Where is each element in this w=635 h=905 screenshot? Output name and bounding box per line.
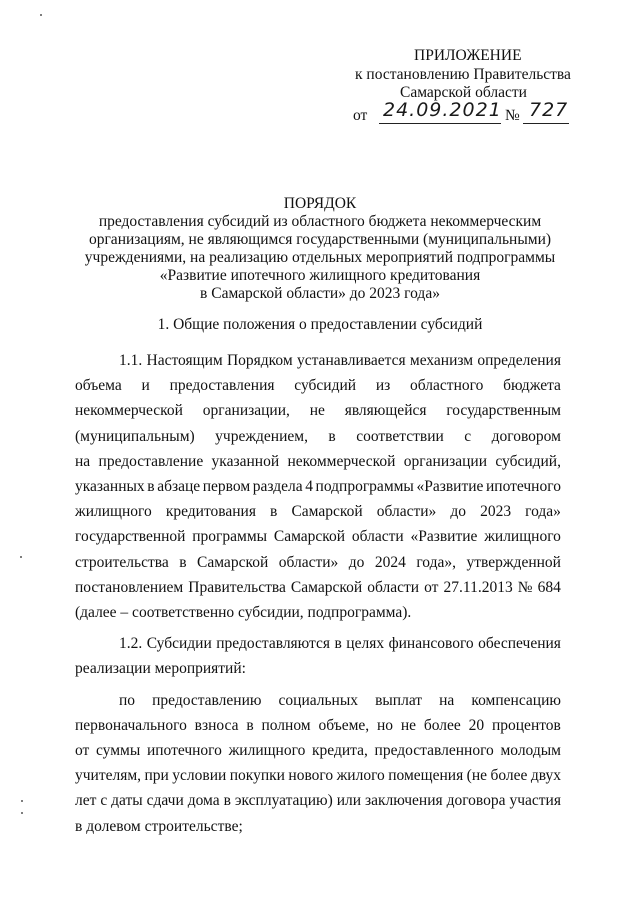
- word: определения: [477, 352, 561, 369]
- word: учреждением,: [215, 427, 308, 445]
- word: программы: [192, 528, 268, 546]
- word: года»: [525, 503, 561, 521]
- text-line: [75, 424, 561, 449]
- word: молодым: [500, 742, 561, 760]
- word: Самарской: [197, 553, 269, 571]
- document-title-block: [60, 195, 580, 303]
- text-line: [75, 550, 561, 575]
- word: в: [328, 427, 336, 445]
- handwritten-date: 24.09.2021: [383, 99, 502, 121]
- word: от: [75, 742, 90, 760]
- word: (муниципальным): [75, 427, 195, 445]
- word: предоставление: [98, 452, 204, 470]
- word: областного: [410, 377, 484, 395]
- word: Настоящим: [146, 352, 223, 369]
- appendix-line-resolution: к постановлению Правительства: [355, 66, 571, 83]
- word: подпрограммы: [315, 478, 414, 496]
- word: (не: [466, 767, 487, 785]
- word: предоставления: [169, 377, 275, 395]
- word: государственной: [75, 528, 186, 546]
- word: 2023: [480, 503, 512, 521]
- document-subtitle-line: «Развитие ипотечного жилищного кредитования: [159, 267, 481, 284]
- text-line: реализации мероприятий:: [75, 660, 246, 678]
- text-line: [75, 688, 561, 713]
- word: жилищного: [484, 528, 561, 546]
- word: первоначального: [75, 716, 187, 734]
- word: но: [376, 716, 394, 734]
- word: жилищного: [228, 742, 306, 760]
- word: являющейся: [344, 402, 427, 420]
- date-from-label: от: [353, 107, 368, 124]
- text-line: (далее – соответственно субсидии, подпрограмма).: [75, 604, 412, 622]
- text-line: [75, 449, 561, 474]
- word: в: [223, 792, 231, 810]
- text-line: [75, 575, 561, 600]
- appendix-title: ПРИЛОЖЕНИЕ: [414, 47, 522, 64]
- word: раздела: [252, 478, 303, 496]
- word: объеме,: [318, 716, 370, 734]
- word: в: [147, 478, 155, 496]
- word: компенсацию: [471, 691, 561, 709]
- word: некоммерческой: [75, 402, 183, 420]
- word: области»: [376, 503, 437, 521]
- word: бюджета: [503, 377, 561, 395]
- word: Самарской: [273, 528, 346, 546]
- document-subtitle-line: организациям, не являющимся государственными (муниципальными): [88, 231, 552, 248]
- word: на: [75, 452, 91, 470]
- word: или: [336, 792, 362, 810]
- word: лет: [75, 792, 97, 810]
- word: организации,: [202, 402, 290, 420]
- word: строительства: [75, 553, 169, 571]
- word: с: [100, 792, 108, 810]
- word: соответствии: [356, 427, 444, 445]
- text-line: [75, 631, 561, 656]
- word: двух: [530, 767, 561, 785]
- word: в: [270, 503, 278, 521]
- word: кредита,: [312, 742, 368, 760]
- word: организации: [403, 452, 487, 470]
- word: жилищного: [75, 503, 152, 521]
- word: взноса: [194, 716, 239, 734]
- scan-speck: [21, 812, 23, 814]
- word: 1.1.: [119, 352, 143, 369]
- word: до: [450, 503, 466, 521]
- word: абзаце: [157, 478, 201, 496]
- word: не: [400, 716, 417, 734]
- word: договора: [446, 792, 506, 810]
- word: «Развитие: [410, 528, 478, 546]
- word: года»,: [416, 553, 456, 571]
- word: из: [375, 377, 391, 395]
- word: объема: [75, 377, 122, 395]
- word: от: [424, 578, 439, 596]
- text-line: [75, 348, 561, 373]
- word: указанной: [211, 452, 280, 470]
- word: более: [490, 767, 528, 785]
- word: финансового: [388, 635, 474, 653]
- word: социальных: [278, 691, 359, 709]
- word: процентов: [491, 716, 561, 734]
- document-subtitle-line: учреждениями, на реализацию отдельных мероприятий подпрограммы: [84, 249, 556, 266]
- date-underline: [379, 123, 501, 124]
- word: 20: [468, 716, 485, 734]
- word: в: [334, 635, 342, 653]
- paragraph-1-2: [75, 631, 561, 681]
- text-line: [75, 398, 561, 423]
- word: суммы: [96, 742, 141, 760]
- text-line: [75, 499, 561, 524]
- word: дома: [187, 792, 220, 810]
- word: жилого: [336, 767, 385, 785]
- document-subtitle-line: предоставления субсидий из областного бюджета некоммерческим: [98, 213, 542, 230]
- word: более: [423, 716, 461, 734]
- word: выплат: [375, 691, 423, 709]
- word: при: [144, 767, 169, 785]
- word: Самарской: [291, 503, 363, 521]
- scan-speck: [21, 800, 23, 802]
- word: 4: [305, 478, 313, 496]
- word: первом: [202, 478, 251, 496]
- text-line: [75, 763, 561, 788]
- paragraph-social-payments: [75, 688, 561, 839]
- appendix-line-region: Самарской области: [400, 84, 527, 101]
- handwritten-number: 727: [529, 99, 569, 121]
- document-body: [75, 348, 561, 839]
- word: в: [246, 716, 254, 734]
- appendix-date-row: [353, 99, 578, 129]
- text-line: [75, 474, 561, 499]
- word: не: [309, 402, 325, 420]
- word: №: [517, 578, 533, 596]
- word: субсидий: [294, 377, 357, 395]
- word: утвержденной: [466, 553, 561, 571]
- document-title: ПОРЯДОК: [283, 195, 357, 212]
- document-subtitle-line: в Самарской области» до 2023 года»: [200, 285, 440, 302]
- paragraph-1-1: [75, 348, 561, 625]
- word: участия: [509, 792, 561, 810]
- word: по: [119, 691, 136, 709]
- scan-speck: [40, 14, 42, 16]
- word: на: [439, 691, 455, 709]
- word: Правительства: [188, 578, 286, 596]
- word: предоставляются: [216, 635, 331, 653]
- word: ипотечного: [146, 742, 222, 760]
- number-underline: [523, 123, 569, 124]
- word: Самарской: [290, 578, 363, 596]
- number-sign-label: №: [505, 107, 520, 124]
- scan-speck: [20, 556, 22, 558]
- word: до: [348, 553, 365, 571]
- word: области: [351, 528, 404, 546]
- text-line: [75, 373, 561, 398]
- word: Порядком: [226, 352, 293, 369]
- word: учителям,: [75, 767, 142, 785]
- word: эксплуатацию): [234, 792, 333, 810]
- word: предоставленного: [374, 742, 494, 760]
- word: 27.11.2013: [443, 578, 513, 596]
- word: даты: [111, 792, 143, 810]
- word: 684: [537, 578, 561, 596]
- word: «Развитие: [416, 478, 484, 496]
- word: помещения: [388, 767, 464, 785]
- word: устанавливается: [296, 352, 406, 369]
- word: Субсидии: [146, 635, 212, 653]
- text-line: [75, 524, 561, 549]
- word: условии: [172, 767, 227, 785]
- word: постановлением: [75, 578, 184, 596]
- word: области»: [278, 553, 339, 571]
- word: механизм: [409, 352, 474, 369]
- word: договором: [491, 427, 561, 445]
- text-line: [75, 738, 561, 763]
- word: заключения: [364, 792, 443, 810]
- word: нового: [288, 767, 334, 785]
- word: полном: [261, 716, 311, 734]
- word: покупки: [229, 767, 285, 785]
- word: целях: [346, 635, 385, 653]
- word: 1.2.: [119, 635, 143, 653]
- word: ипотечного: [485, 478, 561, 496]
- word: с: [464, 427, 472, 445]
- text-line: в долевом строительстве;: [75, 817, 243, 835]
- word: 2024: [374, 553, 406, 571]
- word: субсидий,: [495, 452, 561, 470]
- word: в: [179, 553, 187, 571]
- word: и: [141, 377, 150, 395]
- section-heading: 1. Общие положения о предоставлении субсидий: [157, 316, 483, 333]
- word: области: [367, 578, 420, 596]
- word: государственным: [446, 402, 561, 420]
- word: кредитования: [165, 503, 256, 521]
- word: указанных: [75, 478, 145, 496]
- word: некоммерческой: [287, 452, 396, 470]
- word: предоставлению: [152, 691, 262, 709]
- text-line: [75, 713, 561, 738]
- word: сдачи: [146, 792, 184, 810]
- word: обеспечения: [478, 635, 561, 653]
- text-line: [75, 788, 561, 813]
